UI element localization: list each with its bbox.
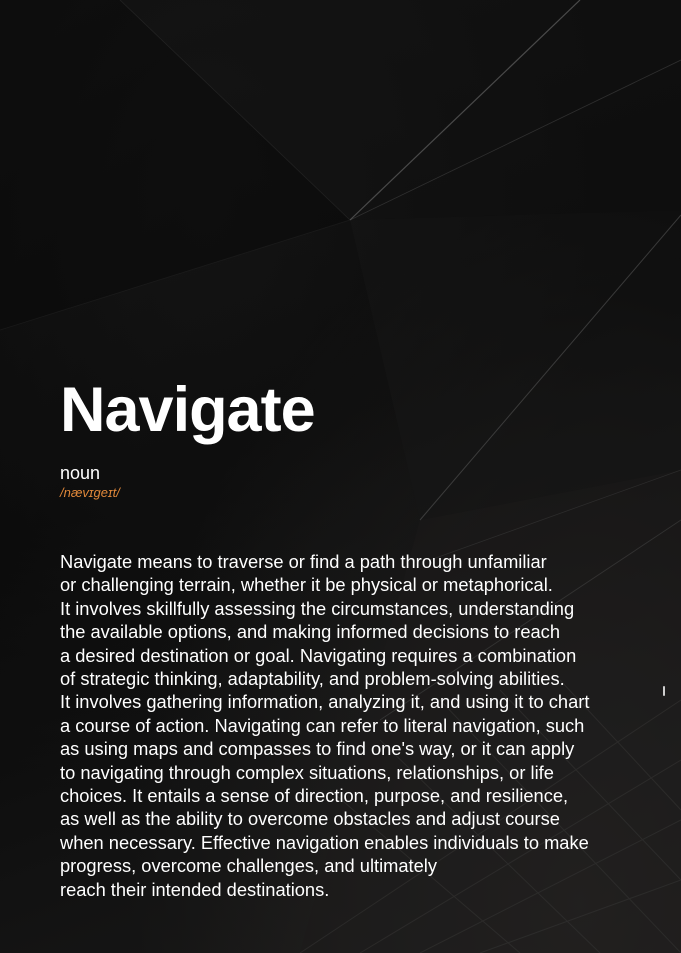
dictionary-entry bbox=[60, 372, 660, 901]
part-of-speech: noun bbox=[60, 463, 101, 483]
definition-line: or challenging terrain, whether it be physical or metaphorical. bbox=[60, 574, 553, 596]
definition-text bbox=[60, 550, 660, 901]
definition-line: as using maps and compasses to find one's way, or it can apply bbox=[60, 738, 575, 760]
definition-line: as well as the ability to overcome obstacles and adjust course bbox=[60, 808, 560, 830]
definition-line: the available options, and making informed decisions to reach bbox=[60, 621, 560, 643]
definition-line: a desired destination or goal. Navigating requires a combination bbox=[60, 644, 577, 666]
entry-word: Navigate bbox=[60, 375, 315, 445]
definition-line: choices. It entails a sense of direction, purpose, and resilience, bbox=[60, 785, 569, 807]
definition-line: progress, overcome challenges, and ultimately bbox=[60, 855, 437, 877]
definition-line: Navigate means to traverse or find a path through unfamiliar bbox=[60, 551, 547, 572]
definition-line: It involves skillfully assessing the circumstances, understanding bbox=[60, 597, 575, 619]
definition-line: when necessary. Effective navigation enables individuals to make bbox=[60, 831, 589, 853]
definition-line: It involves gathering information, analyzing it, and using it to chart bbox=[60, 691, 590, 713]
definition-line: reach their intended destinations. bbox=[60, 878, 330, 900]
definition-line: to navigating through complex situations, relationships, or life bbox=[60, 761, 554, 783]
pronunciation: /nævɪgeɪt/ bbox=[60, 485, 120, 500]
edge-light-mark bbox=[663, 686, 665, 696]
definition-line: a course of action. Navigating can refer to literal navigation, such bbox=[60, 714, 585, 736]
definition-line: of strategic thinking, adaptability, and problem-solving abilities. bbox=[60, 668, 565, 690]
